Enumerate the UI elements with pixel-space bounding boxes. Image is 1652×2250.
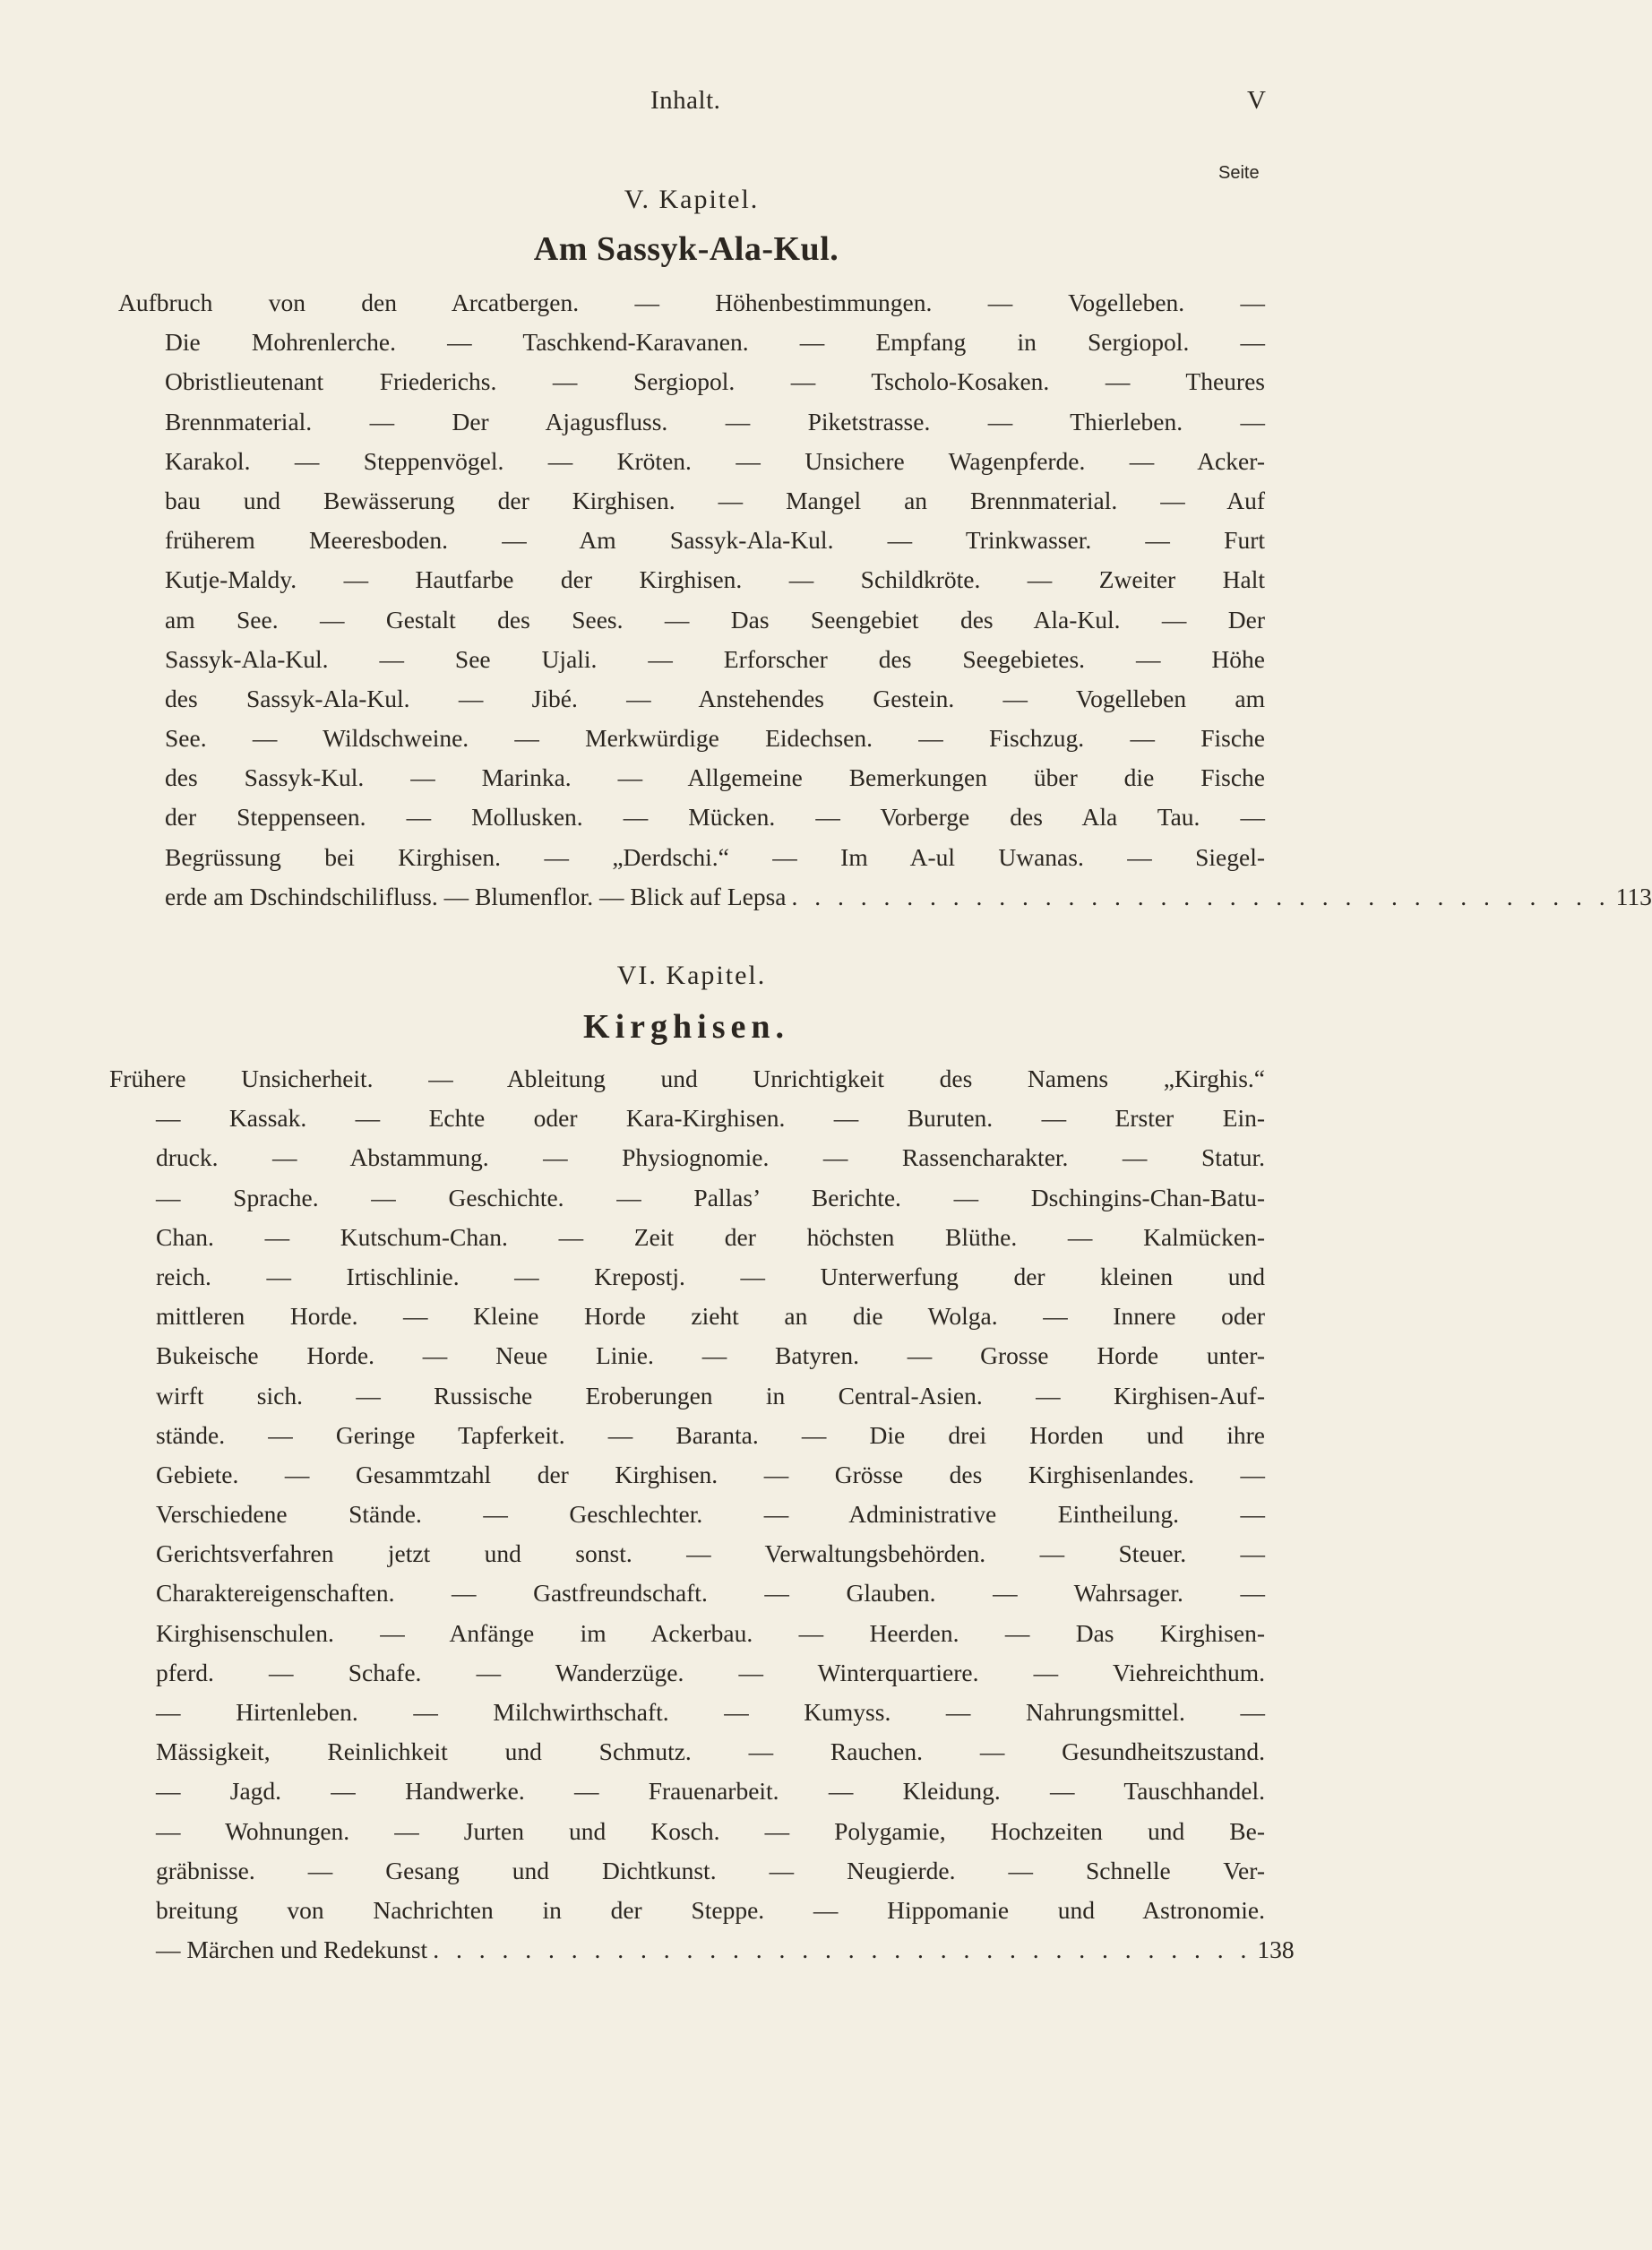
summary-last-line xyxy=(156,1930,1295,1970)
page-number: V xyxy=(1247,86,1266,115)
summary-line: erde am Dschindschilifluss. — Blumenflor. — Blick auf Lepsa xyxy=(165,882,787,910)
summary-line: Chan. — Kutschum-Chan. — Zeit der höchsten Blüthe. — Kalmücken- xyxy=(156,1222,1265,1251)
summary-line: am See. — Gestalt des Sees. — Das Seengebiet des Ala-Kul. — Der xyxy=(165,605,1265,634)
chapter-summary xyxy=(118,283,1652,917)
summary-line: der Steppenseen. — Mollusken. — Mücken. — Vorberge des Ala Tau. — xyxy=(165,803,1265,832)
summary-line: Begrüssung bei Kirghisen. — „Derdschi.“ — Im A-ul Uwanas. — Siegel- xyxy=(165,842,1265,871)
dot-leader: . . . . . . . . . . . . . . . . . . . . . . . . . . . . . . . . . . . . xyxy=(791,882,1611,910)
summary-line: pferd. — Schafe. — Wanderzüge. — Winterquartiere. — Viehreichthum. xyxy=(156,1658,1265,1686)
summary-line: Karakol. — Steppenvögel. — Kröten. — Unsichere Wagenpferde. — Acker- xyxy=(165,446,1265,475)
summary-line: gräbnisse. — Gesang und Dichtkunst. — Neugierde. — Schnelle Ver- xyxy=(156,1856,1265,1884)
chapter-title: Am Sassyk-Ala-Kul. xyxy=(533,230,839,268)
summary-line: Brennmaterial. — Der Ajagusfluss. — Piketstrasse. — Thierleben. — xyxy=(165,407,1265,435)
summary-line: — Sprache. — Geschichte. — Pallas’ Berichte. — Dschingins-Chan-Batu- xyxy=(156,1183,1265,1211)
dot-leader: . . . . . . . . . . . . . . . . . . . . . . . . . . . . . . . . . . . . xyxy=(433,1935,1252,1964)
summary-line: Aufbruch von den Arcatbergen. — Höhenbestimmungen. — Vogelleben. — xyxy=(118,289,1265,316)
chapter-title: Kirghisen. xyxy=(583,1008,789,1046)
running-head xyxy=(0,86,1372,122)
page-column-label: Seite xyxy=(1218,163,1260,183)
summary-line: Verschiedene Stände. — Geschlechter. — Administrative Eintheilung. — xyxy=(156,1500,1265,1529)
summary-line: Charaktereigenschaften. — Gastfreundschaft. — Glauben. — Wahrsager. — xyxy=(156,1579,1265,1608)
summary-last-line xyxy=(165,877,1652,917)
summary-line: wirft sich. — Russische Eroberungen in Central-Asien. — Kirghisen-Auf- xyxy=(156,1381,1265,1409)
summary-line: früherem Meeresboden. — Am Sassyk-Ala-Kul. — Trinkwasser. — Furt xyxy=(165,526,1265,555)
chapter-page-number: 138 xyxy=(1257,1935,1295,1964)
summary-line: stände. — Geringe Tapferkeit. — Baranta. — Die drei Horden und ihre xyxy=(156,1420,1265,1449)
summary-line: mittleren Horde. — Kleine Horde zieht an die Wolga. — Innere oder xyxy=(156,1302,1265,1331)
summary-line: druck. — Abstammung. — Physiognomie. — Rassencharakter. — Statur. xyxy=(156,1143,1265,1172)
summary-line: bau und Bewässerung der Kirghisen. — Mangel an Brennmaterial. — Auf xyxy=(165,486,1265,514)
chapter-page-number: 113 xyxy=(1615,882,1652,910)
running-title: Inhalt. xyxy=(650,86,721,115)
summary-line: Gebiete. — Gesammtzahl der Kirghisen. — Grösse des Kirghisenlandes. — xyxy=(156,1460,1265,1488)
summary-line: Die Mohrenlerche. — Taschkend-Karavanen. — Empfang in Sergiopol. — xyxy=(165,328,1265,357)
summary-line: breitung von Nachrichten in der Steppe. — Hippomanie und Astronomie. xyxy=(156,1895,1265,1924)
summary-line: — Kassak. — Echte oder Kara-Kirghisen. — Buruten. — Erster Ein- xyxy=(156,1104,1265,1133)
summary-line: Gerichtsverfahren jetzt und sonst. — Verwaltungsbehörden. — Steuer. — xyxy=(156,1539,1265,1568)
summary-line: des Sassyk-Kul. — Marinka. — Allgemeine Bemerkungen über die Fische xyxy=(165,763,1265,792)
chapter-summary xyxy=(109,1059,1295,1970)
summary-line: Sassyk-Ala-Kul. — See Ujali. — Erforscher des Seegebietes. — Höhe xyxy=(165,644,1265,673)
summary-line: Mässigkeit, Reinlichkeit und Schmutz. — Rauchen. — Gesundheitszustand. xyxy=(156,1737,1265,1766)
summary-line: des Sassyk-Ala-Kul. — Jibé. — Anstehendes Gestein. — Vogelleben am xyxy=(165,684,1265,712)
summary-line: Bukeische Horde. — Neue Linie. — Batyren. — Grosse Horde unter- xyxy=(156,1341,1265,1370)
chapter-label: VI. Kapitel. xyxy=(616,961,767,990)
chapter-label: V. Kapitel. xyxy=(624,185,760,214)
summary-line: reich. — Irtischlinie. — Krepostj. — Unterwerfung der kleinen und xyxy=(156,1262,1265,1290)
summary-line: — Jagd. — Handwerke. — Frauenarbeit. — Kleidung. — Tauschhandel. xyxy=(156,1777,1265,1806)
summary-line: Kirghisenschulen. — Anfänge im Ackerbau. — Heerden. — Das Kirghisen- xyxy=(156,1618,1265,1647)
summary-line: See. — Wildschweine. — Merkwürdige Eidechsen. — Fischzug. — Fische xyxy=(165,724,1265,753)
summary-line: — Hirtenleben. — Milchwirthschaft. — Kumyss. — Nahrungsmittel. — xyxy=(156,1698,1265,1726)
summary-line: Frühere Unsicherheit. — Ableitung und Unrichtigkeit des Namens „Kirghis.“ xyxy=(109,1065,1265,1092)
summary-line: — Wohnungen. — Jurten und Kosch. — Polygamie, Hochzeiten und Be- xyxy=(156,1816,1265,1845)
summary-line: Kutje-Maldy. — Hautfarbe der Kirghisen. — Schildkröte. — Zweiter Halt xyxy=(165,565,1265,594)
summary-line: Obristlieutenant Friederichs. — Sergiopol. — Tscholo-Kosaken. — Theures xyxy=(165,367,1265,396)
summary-line: — Märchen und Redekunst xyxy=(156,1935,428,1964)
